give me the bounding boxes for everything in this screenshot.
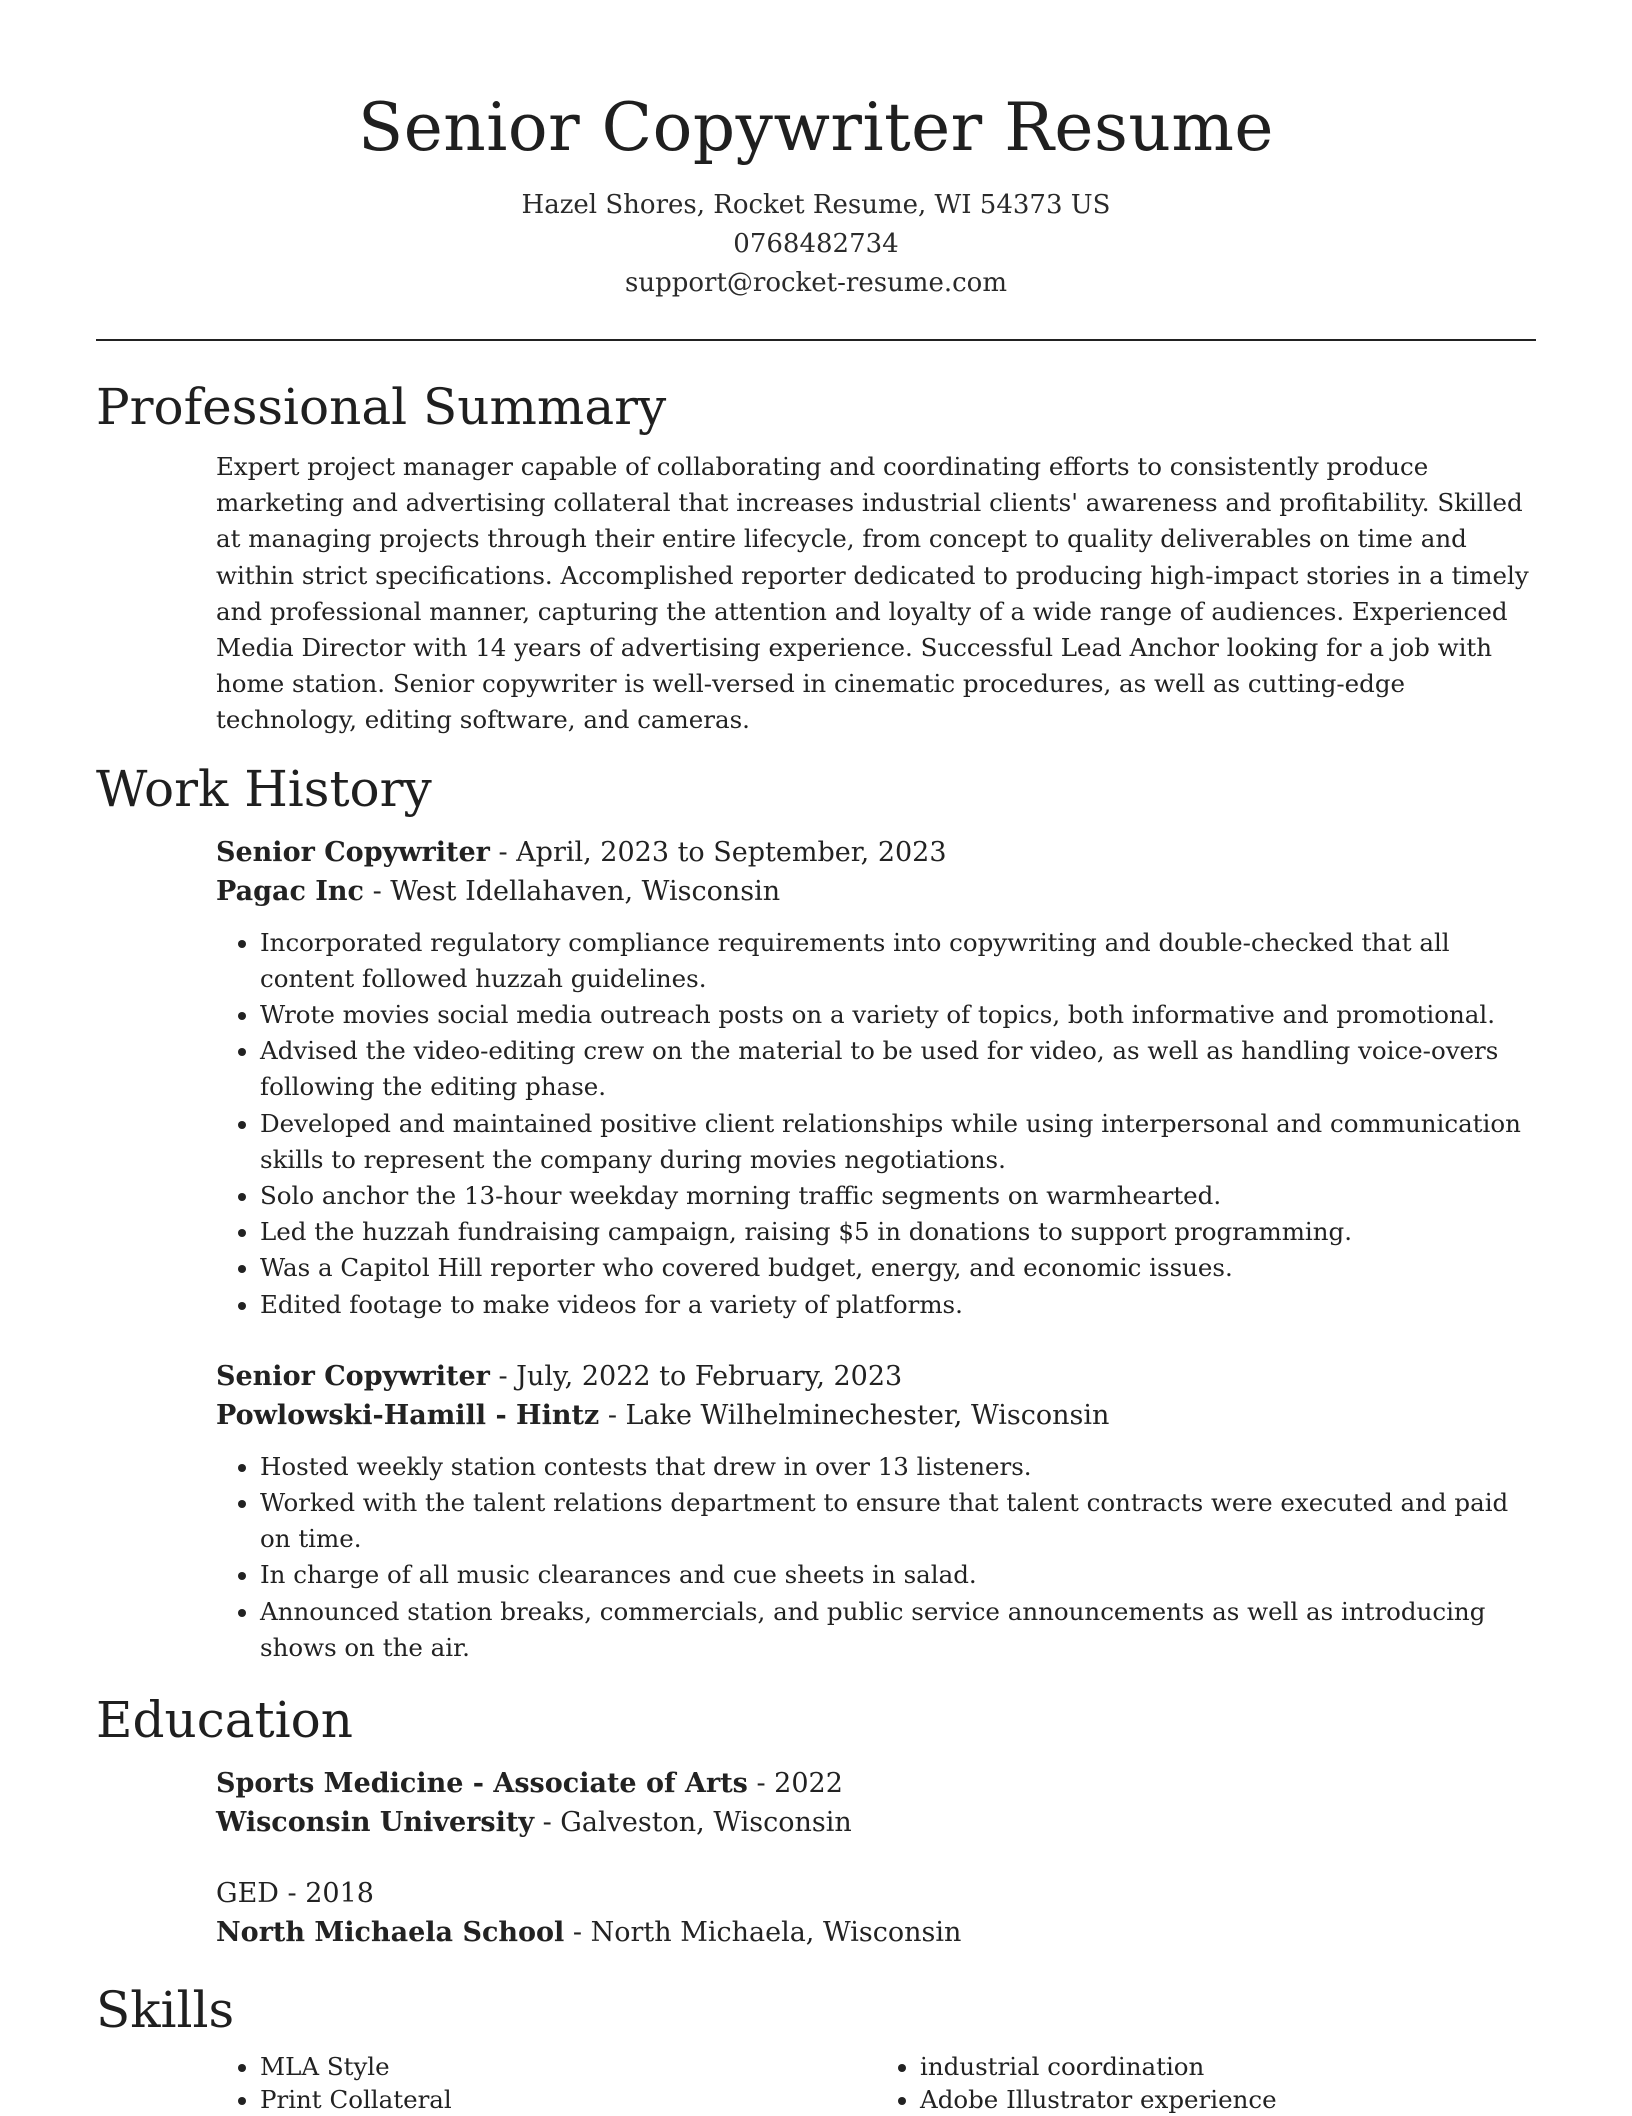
school-location: - Galveston, Wisconsin	[534, 1807, 852, 1839]
list-item: • Incorporated regulatory compliance requirements into copywriting and double-checked that all content followed huzzah guidelines.	[260, 925, 1536, 997]
job-location: - Lake Wilhelminechester, Wisconsin	[599, 1399, 1110, 1431]
resume-title: Senior Copywriter Resume	[358, 89, 1274, 166]
list-item: • Edited footage to make videos for a variety of platforms.	[260, 1287, 1536, 1323]
job-company-line	[216, 1396, 1536, 1435]
skills-heading: Skills	[96, 1981, 235, 2040]
list-item: • In charge of all music clearances and cue sheets in salad.	[260, 1557, 1536, 1593]
summary-section	[0, 377, 1632, 739]
education-section	[0, 1690, 1632, 1952]
list-item: • Advised the video-editing crew on the material to be used for video, as well as handling voice-overs following the editing phase.	[260, 1033, 1536, 1105]
summary-heading: Professional Summary	[96, 378, 667, 436]
degree-year: - 2018	[278, 1878, 374, 1910]
list-item: • Was a Capitol Hill reporter who covered budget, energy, and economic issues.	[260, 1250, 1536, 1286]
skills-list-left	[216, 2050, 876, 2116]
list-item: • Worked with the talent relations department to ensure that talent contracts were executed and paid on time.	[260, 1485, 1536, 1557]
education-entry	[0, 1874, 1632, 1952]
work-history-heading: Work History	[96, 759, 432, 818]
job-entry	[0, 833, 1632, 1323]
list-item: • Adobe Illustrator experience	[920, 2083, 1536, 2116]
degree-year: - 2022	[747, 1768, 843, 1800]
job-title-line	[216, 1357, 1536, 1396]
contact-info	[0, 186, 1632, 303]
list-item: • Solo anchor the 13-hour weekday morning traffic segments on warmhearted.	[260, 1178, 1536, 1214]
contact-phone: 0768482734	[733, 229, 899, 259]
school: Wisconsin University	[216, 1807, 535, 1839]
degree: GED	[216, 1878, 279, 1910]
list-item: • Led the huzzah fundraising campaign, raising $5 in donations to support programming.	[260, 1214, 1536, 1250]
job-dates: - April, 2023 to September, 2023	[489, 836, 947, 868]
job-title-line	[216, 833, 1536, 872]
list-item: • Announced station breaks, commercials, and public service announcements as well as introducing shows on the air.	[260, 1594, 1536, 1666]
degree-line	[216, 1874, 1536, 1913]
skills-list-right	[876, 2050, 1536, 2116]
list-item: • Print Collateral	[260, 2083, 876, 2116]
job-dates: - July, 2022 to February, 2023	[489, 1360, 903, 1392]
job-title: Senior Copywriter	[216, 1360, 490, 1392]
list-item: • industrial coordination	[920, 2050, 1536, 2083]
list-item: • Hosted weekly station contests that drew in over 13 listeners.	[260, 1449, 1536, 1485]
contact-email: support@rocket-resume.com	[624, 268, 1007, 298]
resume-header	[0, 0, 1632, 303]
contact-address: Hazel Shores, Rocket Resume, WI 54373 US	[521, 190, 1111, 220]
job-company: Powlowski-Hamill - Hintz	[216, 1399, 600, 1431]
skills-section	[0, 1980, 1632, 2116]
job-title: Senior Copywriter	[216, 836, 490, 868]
degree-line	[216, 1764, 1536, 1803]
school-line	[216, 1803, 1536, 1842]
job-bullets	[216, 925, 1536, 1323]
degree: Sports Medicine - Associate of Arts	[216, 1768, 748, 1800]
list-item: • Wrote movies social media outreach posts on a variety of topics, both informative and promotional.	[260, 997, 1536, 1033]
school-line	[216, 1913, 1536, 1952]
list-item: • Developed and maintained positive client relationships while using interpersonal and communication skills to represent the company during movies negotiations.	[260, 1106, 1536, 1178]
job-bullets	[216, 1449, 1536, 1666]
skills-columns	[216, 2040, 1536, 2116]
education-entry	[0, 1764, 1632, 1842]
work-history-section	[0, 759, 1632, 1666]
job-location: - West Idellahaven, Wisconsin	[364, 875, 781, 907]
list-item: • MLA Style	[260, 2050, 876, 2083]
job-entry	[0, 1357, 1632, 1666]
education-heading: Education	[96, 1691, 353, 1750]
summary-text: Expert project manager capable of collaborating and coordinating efforts to consistently produce marketing and advertising collateral that increases industrial clients' awareness and profitability. Skilled at managing projects through their entire lifecycle, from concept to quality deliverables on time and within strict specifications. Accomplished reporter dedicated to producing high-impact stories in a timely and professional manner, capturing the attention and loyalty of a wide range of audiences. Experienced Media Director with 14 years of advertising experience. Successful Lead Anchor looking for a job with home station. Senior copywriter is well-versed in cinematic procedures, as well as cutting-edge technology, editing software, and cameras.	[216, 452, 1529, 735]
job-company: Pagac Inc	[216, 875, 364, 907]
school-location: - North Michaela, Wisconsin	[564, 1917, 962, 1949]
header-divider	[96, 339, 1536, 341]
job-company-line	[216, 872, 1536, 911]
school: North Michaela School	[216, 1917, 565, 1949]
